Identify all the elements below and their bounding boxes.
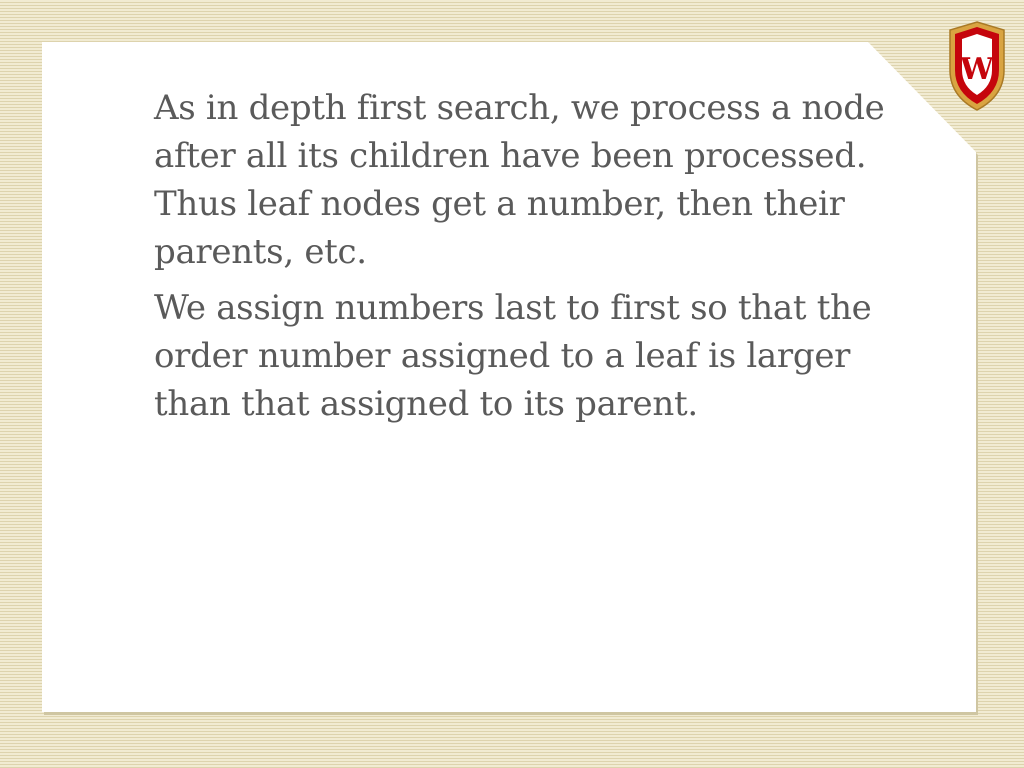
crest-letter: W [960,52,994,87]
slide-body [154,84,914,428]
paragraph-1: As in depth first search, we process a node after all its children have been processed. Thus leaf nodes get a number, then their parents, etc. [154,88,885,272]
paragraph-2: We assign numbers last to first so that the order number assigned to a leaf is larger than that assigned to its parent. [154,288,872,424]
university-crest-icon [944,20,1010,112]
